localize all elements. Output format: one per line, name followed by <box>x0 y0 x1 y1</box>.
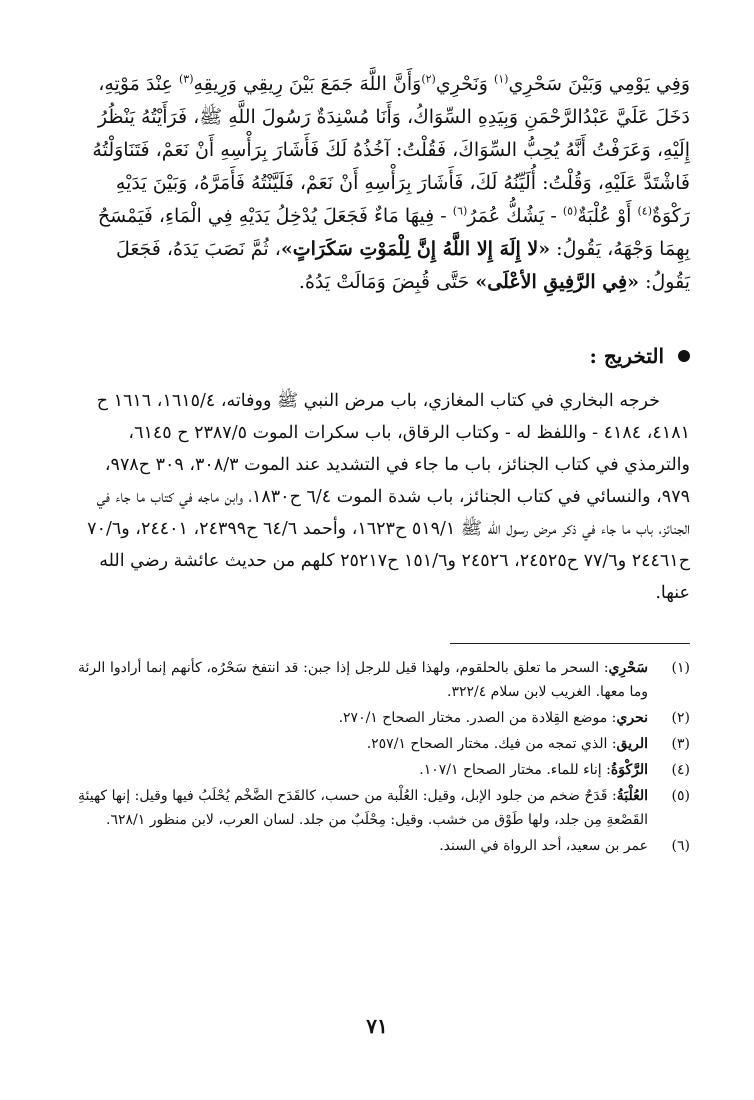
footnote-number: (٣) <box>671 736 690 752</box>
bullet-icon <box>678 350 690 362</box>
takhrij-paragraph: خرجه البخاري في كتاب المغازي، باب مرض النبي ﷺ ووفاته، ١٦١٥/٤، ١٦١٦ ح ٤١٨١، ٤١٨٤ - واللفظ له - وكتاب الرقاق، باب سكرات الموت ٢٣٨٧/٥ ح ٦١٤٥، والترمذي في كتاب الجنائز، باب ما جاء في التشديد عند الموت ٣٠٨/٣، ٣٠٩ ح٩٧٨، ٩٧٩، والنسائي في كتاب الجنائز، باب شدة الموت ٦/٤ ح١٨٣٠، وابن ماجه في كتاب ما جاء في الجنائز، باب ما جاء في ذكر مرض رسول الله ﷺ ٥١٩/١ ح١٦٢٣، وأحمد ٦٤/٦ ح٢٤٣٩٩، ٢٤٤٠١، و٧٠/٦ ح٢٤٤٦١ و٧٧/٦ ح٢٤٥٢٥، ٢٤٥٢٦ و١٥١/٦ ح٢٥٢١٧ كلهم من حديث عائشة رضي الله عنها. <box>87 391 690 603</box>
takhrij-body <box>78 385 690 609</box>
footnote-text <box>78 656 648 704</box>
footnote-body: : إناء للماء. مختار الصحاح ١٠٧/١. <box>419 762 611 778</box>
footnote-marker: (٥) <box>562 204 578 218</box>
page-number: ٧١ <box>366 1014 388 1038</box>
footnote-body: : موضع القِلادة من الصدر. مختار الصحاح ٢٧٠/١. <box>338 710 617 726</box>
footnote-body: : السحر ما تعلق بالحلقوم، ولهذا قيل للرجل إذا جبن: قد انتفخ سَحْرُه، كأنهم إنما أرادوا الرئة وما معها. الغريب لابن سلام ٣٢٢/٤. <box>78 660 648 700</box>
hadith-text <box>78 68 690 299</box>
footnote-separator <box>450 643 690 644</box>
hadith-segment: حَتَّى قُبِضَ وَمَالَتْ يَدُهُ. <box>298 271 476 293</box>
hadith-segment: أَوْ عُلْبَةٌ <box>577 205 638 227</box>
hadith-segment: عِنْدَ مَوْتِهِ، دَخَلَ عَلَيَّ عَبْدُالرَّحْمَنِ وَبِيَدِهِ السِّوَاكُ، وَأَنَا مُسْنِدَةٌ رَسُولَ اللَّهِ ﷺ، فَرَأَيْتُهُ يَنْظُرُ إِلَيْهِ، وَعَرَفْتُ أَنَّهُ يُحِبُّ السِّوَاكَ، فَقُلْتُ: آخُذُهُ لَكَ فَأَشَارَ بِرَأْسِهِ أَنْ نَعَمْ، فَتَنَاوَلْتُهُ فَاشْتَدَّ عَلَيْهِ، وَقُلْتُ: أُلَيِّنُهُ لَكَ، فَأَشَارَ بِرَأْسِهِ أَنْ نَعَمْ، فَلَيَّنْتُهُ فَأَمَرَّهُ، وَبَيْنَ يَدَيْهِ رَكْوَةٌ <box>92 73 690 227</box>
footnote-term: الرَّكْوَةُ <box>610 762 648 778</box>
footnote-marker: (٢) <box>421 72 436 86</box>
page-content <box>78 68 690 860</box>
footnote-item <box>78 706 690 730</box>
footnote-body: : الذي تمجه من فيك. مختار الصحاح ٢٥٧/١. <box>366 736 617 752</box>
footnote-marker: (٣) <box>178 72 194 86</box>
footnote-text <box>78 732 648 756</box>
section-heading <box>78 339 690 373</box>
footnote-term: الريق <box>616 736 648 752</box>
footnotes <box>78 656 690 858</box>
footnote-term: سَحْرِي <box>608 660 648 676</box>
footnote-marker: (٤) <box>637 204 652 218</box>
footnote-number: (٢) <box>671 710 690 726</box>
footnote-number: (٤) <box>671 762 690 778</box>
footnote-item <box>78 834 690 858</box>
footnote-marker: (٦) <box>452 204 468 218</box>
footnote-item <box>78 784 690 832</box>
footnote-text <box>78 758 648 782</box>
prophetic-saying: «فِي الرَّفِيقِ الأعْلَى» <box>475 271 640 293</box>
footnote-marker: (١) <box>493 72 509 86</box>
hadith-segment: وَنَحْرِي <box>435 73 494 95</box>
section-title: التخريج : <box>589 344 664 368</box>
hadith-segment: - يَشُكُّ عُمَرُ <box>467 205 563 227</box>
footnote-item <box>78 732 690 756</box>
prophetic-saying: «لا إِلَهَ إِلا اللَّهُ إِنَّ لِلْمَوْتِ سَكَرَاتٍ» <box>280 238 551 260</box>
footnote-body: عمر بن سعيد، أحد الرواة في السند. <box>439 838 648 854</box>
hadith-paragraph <box>78 68 690 299</box>
footnote-item <box>78 656 690 704</box>
footnote-body: : قَدَحٌ ضخم من جلود الإبل، وقيل: العُلْبة من حسب، كالقَدَح الضَّخْم يُحْلَبُ فيها وقيل: إنها كهيئةِ القَصْعةِ مِن جلد، ولها طَوْق من خشب. وقيل: مِحْلَبٌ من جلد. لسان العرب، لابن منظور ٦٢٨/١. <box>78 788 648 828</box>
footnote-text <box>78 784 648 832</box>
footnote-item <box>78 758 690 782</box>
hadith-segment: وَفِي يَوْمِي وَبَيْنَ سَحْرِي <box>508 73 690 95</box>
footnote-number: (٦) <box>671 838 690 854</box>
footnote-term: نحري <box>616 710 648 726</box>
footnote-text <box>78 706 648 730</box>
footnote-term: العُلْبَةُ <box>616 788 648 804</box>
footnote-number: (٥) <box>671 788 690 804</box>
footnote-text <box>78 834 648 858</box>
footnote-number: (١) <box>671 660 690 676</box>
hadith-segment: - فِيهَا مَاءٌ فَجَعَلَ يُدْخِلُ يَدَيْهِ فِي الْمَاءِ، فَيَمْسَحُ بِهِمَا وَجْهَهُ، يَقُولُ: <box>97 205 690 260</box>
hadith-segment: وَأَنَّ اللَّهَ جَمَعَ بَيْنَ رِيقِي وَرِيقِهِ <box>193 73 422 95</box>
hadith-segment: ، ثُمَّ نَصَبَ يَدَهُ، فَجَعَلَ يَقُولُ: <box>115 238 690 293</box>
